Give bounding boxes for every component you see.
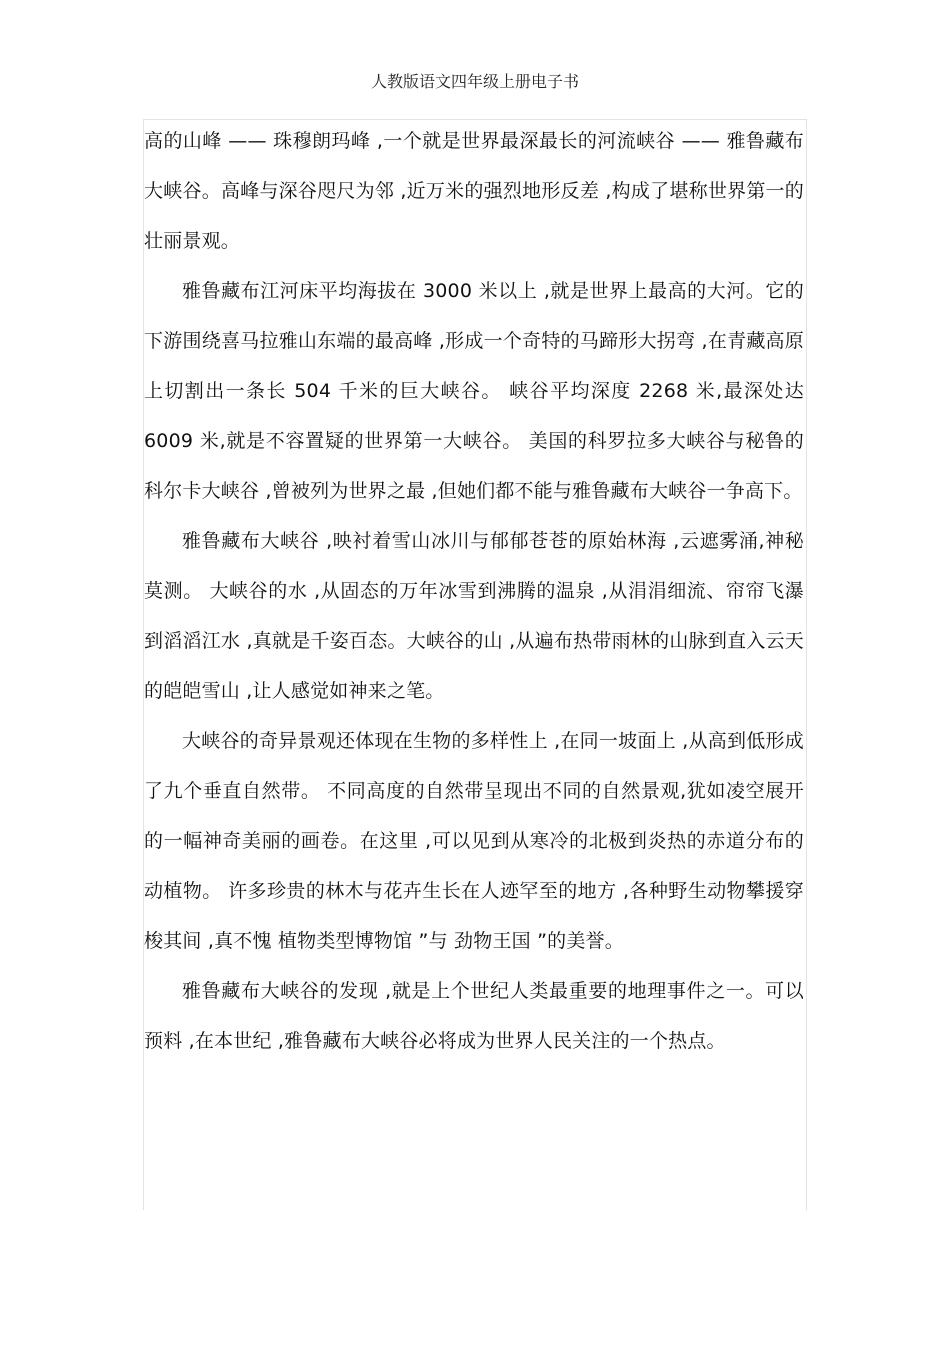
page-header: 人教版语文四年级上册电子书	[370, 72, 579, 91]
paragraph-biodiversity: 大峡谷的奇异景观还体现在生物的多样性上 ,在同一坡面上 ,从高到低形成了九个垂直自然带。 不同高度的自然带呈现出不同的自然景观,犹如凌空展开的一幅神奇美丽的画卷。在这里 ,可以见到从寒冷的北极到炎热的赤道分布的动植物。 许多珍贵的林木与花卉生长在人迹罕至的地方 ,各种野生动物攀援穿梭其间 ,真不愧 植物类型博物馆 ”与 劲物王国 ”的美誉。	[144, 730, 804, 952]
paragraph-river-elevation: 雅鲁藏布江河床平均海拔在 3000 米以上 ,就是世界上最高的大河。它的下游围绕喜马拉雅山东端的最高峰 ,形成一个奇特的马蹄形大拐弯 ,在青藏高原上切割出一条长 504 千米的巨大峡谷。 峡谷平均深度 2268 米,最深处达 6009 米,就是不容置疑的世界第一大峡谷。 美国的科罗拉多大峡谷与秘鲁的科尔卡大峡谷 ,曾被列为世界之最 ,但她们都不能与雅鲁藏布大峡谷一争高下。	[144, 280, 804, 502]
page-frame-right-border	[806, 119, 807, 1210]
article-body	[144, 116, 804, 1066]
paragraph-continuation: 高的山峰 —— 珠穆朗玛峰 ,一个就是世界最深最长的河流峡谷 —— 雅鲁藏布大峡谷。高峰与深谷咫尺为邻 ,近万米的强烈地形反差 ,构成了堪称世界第一的壮丽景观。	[144, 130, 804, 252]
paragraph-canyon-scenery: 雅鲁藏布大峡谷 ,映衬着雪山冰川与郁郁苍苍的原始林海 ,云遮雾涌,神秘莫测。 大峡谷的水 ,从固态的万年冰雪到沸腾的温泉 ,从涓涓细流、帘帘飞瀑到滔滔江水 ,真就是千姿百态。大峡谷的山 ,从遍布热带雨林的山脉到直入云天的皑皑雪山 ,让人感觉如神来之笔。	[144, 530, 804, 702]
paragraph-discovery: 雅鲁藏布大峡谷的发现 ,就是上个世纪人类最重要的地理事件之一。可以预料 ,在本世纪 ,雅鲁藏布大峡谷必将成为世界人民关注的一个热点。	[144, 980, 804, 1052]
